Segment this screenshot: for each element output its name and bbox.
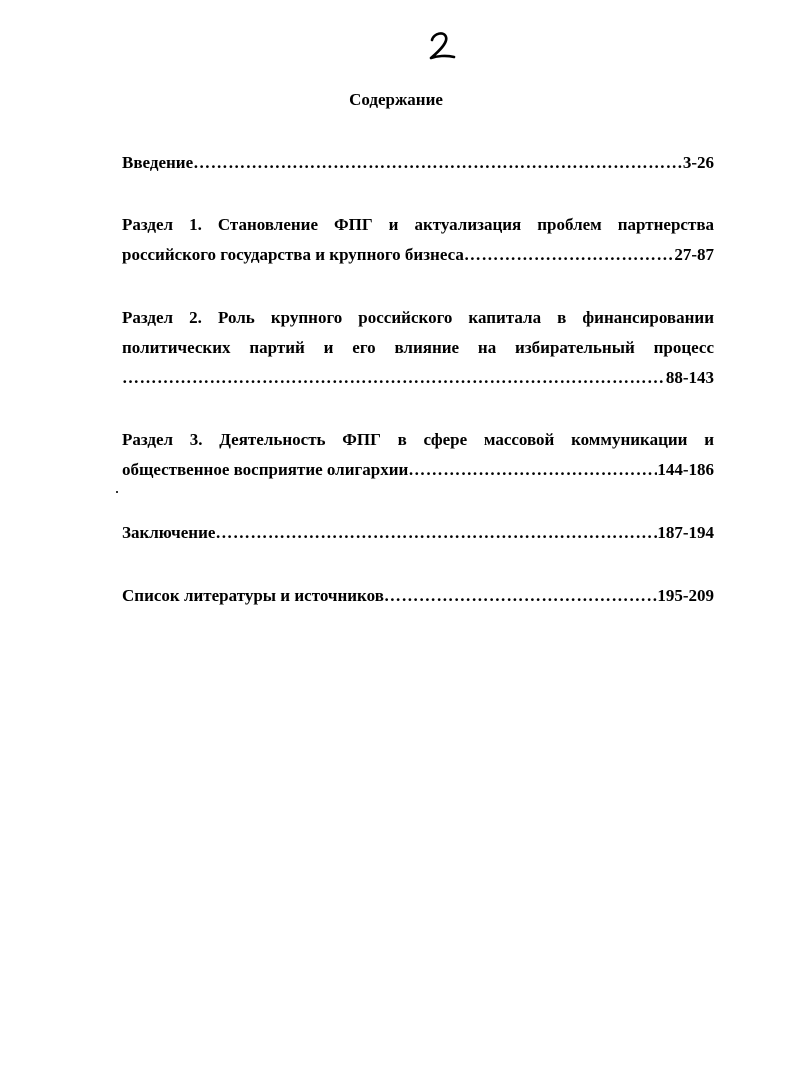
page-title: Содержание <box>349 90 443 109</box>
toc-entry-line <box>122 363 714 393</box>
toc-entry-section-3 <box>122 425 714 485</box>
toc-entry-label: Список литературы и источников <box>122 586 384 605</box>
toc-entry-pages: 88-143 <box>665 368 714 387</box>
toc-entry-pages: 195-209 <box>657 586 714 605</box>
dot-leader <box>122 363 666 393</box>
toc-entry-label: Введение <box>122 153 194 172</box>
dot-leader <box>464 240 674 270</box>
scan-speck <box>116 491 118 493</box>
toc-entry-pages: 187-194 <box>657 523 714 542</box>
toc-entry-line <box>122 148 714 178</box>
toc-entry-introduction <box>122 148 714 178</box>
toc-entry-label: общественное восприятие олигархии <box>122 460 409 479</box>
toc-entry-conclusion <box>122 518 714 548</box>
handwritten-page-number <box>424 28 464 64</box>
toc-entry-pages: 144-186 <box>657 460 714 479</box>
toc-entry-line <box>122 455 714 485</box>
toc-entry-text-line: Раздел 1. Становление ФПГ и актуализация проблем партнерства <box>122 215 714 234</box>
toc-entry-text-line: Раздел 2. Роль крупного российского капитала в финансировании <box>122 308 714 327</box>
dot-leader <box>384 581 657 611</box>
toc-entry-line <box>122 581 714 611</box>
toc-entry-text-line: политических партий и его влияние на избирательный процесс <box>122 338 714 357</box>
toc-entry-label: Заключение <box>122 523 216 542</box>
toc-entry-bibliography <box>122 581 714 611</box>
toc-entry-section-2 <box>122 303 714 393</box>
toc-entry-section-1 <box>122 210 714 270</box>
toc-entry-line <box>122 518 714 548</box>
toc-entry-line <box>122 240 714 270</box>
toc-entry-text-line: Раздел 3. Деятельность ФПГ в сфере массовой коммуникации и <box>122 430 714 449</box>
toc-entry-pages: 27-87 <box>674 245 714 264</box>
dot-leader <box>215 518 657 548</box>
toc-entry-pages: 3-26 <box>682 153 714 172</box>
toc-entry-label: российского государства и крупного бизнеса <box>122 245 464 264</box>
dot-leader <box>408 455 657 485</box>
dot-leader <box>193 148 683 178</box>
